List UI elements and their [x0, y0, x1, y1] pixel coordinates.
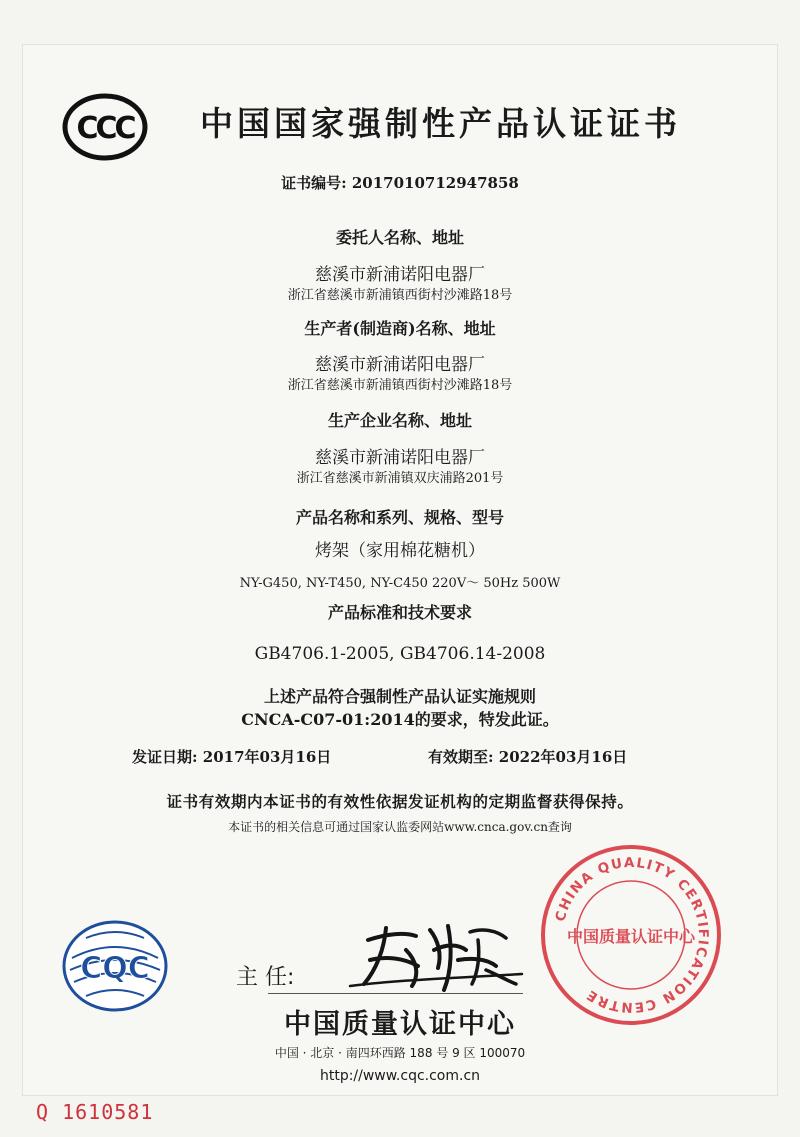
cqc-logo-text: CQC: [80, 951, 150, 986]
factory-heading: 生产企业名称、地址: [327, 411, 472, 430]
statement-line-1: 上述产品符合强制性产品认证实施规则: [263, 687, 536, 706]
validity-note: 证书有效期内本证书的有效性依据发证机构的定期监督获得保持。: [166, 792, 634, 811]
query-note: 本证书的相关信息可通过国家认监委网站www.cnca.gov.cn查询: [228, 820, 572, 834]
issue-date: 发证日期: 2017年03月16日: [132, 748, 332, 766]
signature-line: [268, 993, 523, 994]
ccc-logo: [62, 92, 148, 162]
director-signature: [346, 910, 526, 994]
ccc-logo-text: CCC: [76, 111, 134, 146]
expiry-date: 有效期至: 2022年03月16日: [428, 748, 628, 766]
manufacturer-address: 浙江省慈溪市新浦镇西街村沙滩路18号: [287, 378, 513, 393]
seal-inner-text: 中国质量认证中心: [566, 927, 696, 946]
certificate-number: 证书编号: 2017010712947858: [281, 174, 519, 192]
serial-number: Q 1610581: [36, 1100, 154, 1124]
cqc-logo: [60, 918, 170, 1014]
applicant-heading: 委托人名称、地址: [335, 228, 464, 247]
director-label: 主 任:: [236, 965, 295, 990]
issuer-url: http://www.cqc.com.cn: [319, 1068, 481, 1084]
issuer-name: 中国质量认证中心: [284, 1009, 516, 1040]
issuer-address: 中国 · 北京 · 南四环西路 188 号 9 区 100070: [274, 1046, 526, 1060]
product-heading: 产品名称和系列、规格、型号: [295, 508, 504, 527]
standards-heading: 产品标准和技术要求: [327, 603, 472, 622]
manufacturer-name: 慈溪市新浦诺阳电器厂: [315, 355, 485, 375]
certificate-title: 中国国家强制性产品认证证书: [200, 104, 681, 143]
factory-address: 浙江省慈溪市新浦镇双庆浦路201号: [296, 471, 504, 486]
statement-line-2: CNCA-C07-01:2014的要求，特发此证。: [241, 710, 559, 729]
certification-seal: [538, 842, 724, 1028]
applicant-address: 浙江省慈溪市新浦镇西街村沙滩路18号: [287, 288, 513, 303]
product-name: 烤架（家用棉花糖机）: [315, 541, 485, 561]
applicant-name: 慈溪市新浦诺阳电器厂: [315, 265, 485, 285]
factory-name: 慈溪市新浦诺阳电器厂: [315, 448, 485, 468]
standards-value: GB4706.1-2005, GB4706.14-2008: [254, 644, 546, 664]
seal-outer-text: CHINA QUALITY CERTIFICATION CENTRE: [552, 854, 712, 1016]
product-models: NY-G450, NY-T450, NY-C450 220V～ 50Hz 500W: [239, 576, 561, 591]
manufacturer-heading: 生产者(制造商)名称、地址: [304, 319, 496, 338]
